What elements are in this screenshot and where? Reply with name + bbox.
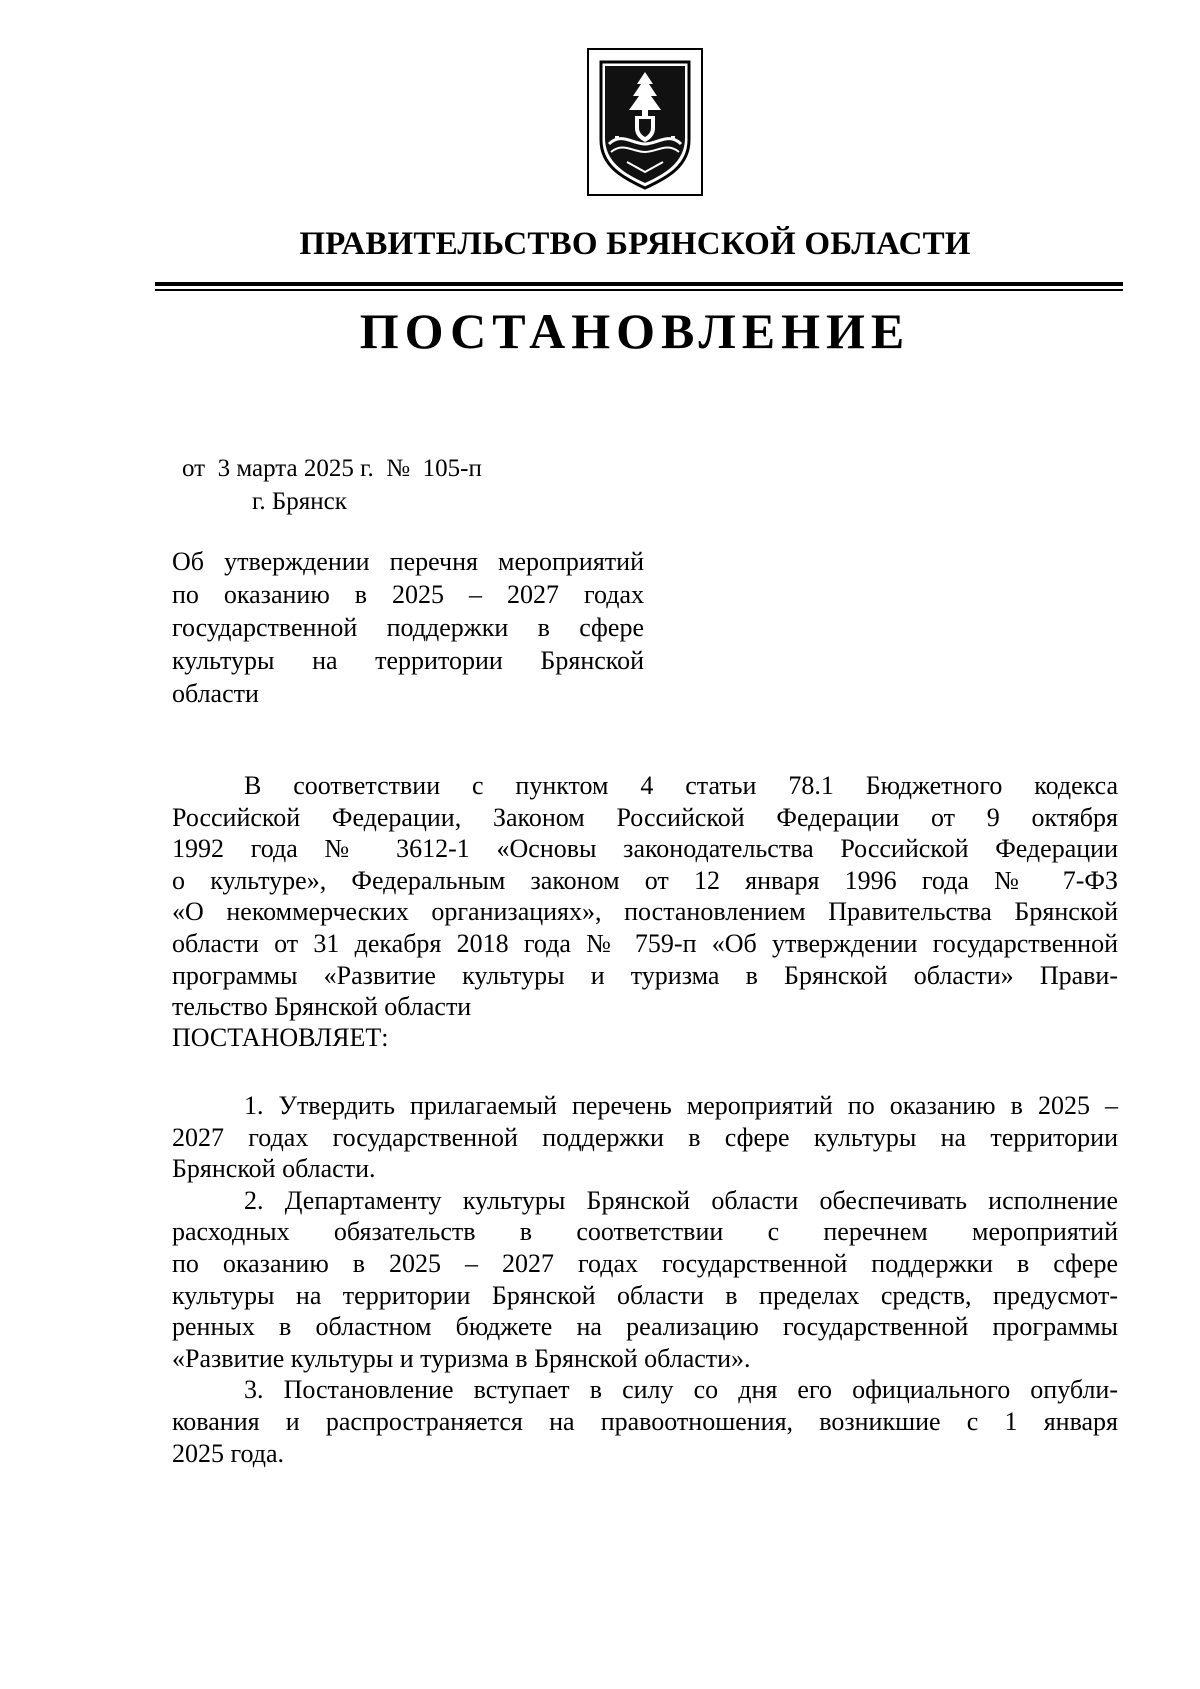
preamble-line: «О некоммерческих организациях», постановлением Правительства Брянской (172, 897, 1118, 927)
decree-items (172, 1090, 1118, 1469)
decree-item-2 (172, 1185, 1118, 1375)
preamble-paragraph (172, 770, 1118, 1023)
city-of-issue: г. Брянск (252, 488, 347, 515)
preamble-line: Российской Федерации, Законом Российской Федерации от 9 октября (172, 802, 1118, 832)
subject-line: культуры на территории Брянской (172, 646, 644, 675)
subject-line: Об утверждении перечня мероприятий (172, 547, 644, 576)
coat-of-arms-emblem (587, 48, 703, 196)
preamble-line: области от 31 декабря 2018 года № 759-п «Об утверждении государственной (172, 928, 1118, 958)
header-rule-thin (155, 289, 1123, 291)
document-type-title: ПОСТАНОВЛЕНИЕ (359, 303, 911, 359)
decree-keyword: ПОСТАНОВЛЯЕТ: (172, 1023, 389, 1052)
item-line: расходных обязательств в соответствии с перечнем мероприятий (172, 1217, 1118, 1247)
decree-item-3 (172, 1374, 1118, 1469)
header-rule-thick (155, 282, 1123, 286)
item-line: 2025 года. (172, 1438, 285, 1468)
date-and-number: от 3 марта 2025 г. № 105-п (182, 455, 482, 482)
item-line: 2. Департаменту культуры Брянской области обеспечивать исполнение (244, 1185, 1118, 1215)
subject-line: по оказанию в 2025 – 2027 годах (172, 580, 644, 609)
subject-line: государственной поддержки в сфере (172, 613, 644, 642)
organization-title: ПРАВИТЕЛЬСТВО БРЯНСКОЙ ОБЛАСТИ (299, 226, 971, 262)
item-line: 2027 годах государственной поддержки в сфере культуры на территории (172, 1122, 1118, 1152)
item-line: 3. Постановление вступает в силу со дня его официального опубли- (244, 1375, 1118, 1405)
preamble-line: В соответствии с пунктом 4 статьи 78.1 Бюджетного кодекса (244, 771, 1118, 800)
item-line: Брянской области. (172, 1154, 376, 1184)
document-subject (172, 545, 644, 710)
preamble-line: тельство Брянской области (172, 992, 472, 1022)
item-line: «Развитие культуры и туризма в Брянской области». (172, 1343, 751, 1373)
decree-item-1 (172, 1090, 1118, 1185)
preamble-line: о культуре», Федеральным законом от 12 января 1996 года № 7-ФЗ (172, 865, 1118, 895)
subject-line: области (172, 679, 259, 708)
item-line: 1. Утвердить прилагаемый перечень мероприятий по оказанию в 2025 – (244, 1091, 1118, 1120)
item-line: культуры на территории Брянской области в пределах средств, предусмот- (172, 1280, 1118, 1310)
preamble-line: программы «Развитие культуры и туризма в Брянской области» Прави- (172, 960, 1118, 990)
item-line: ренных в областном бюджете на реализацию государственной программы (172, 1312, 1118, 1342)
preamble-line: 1992 года № 3612-1 «Основы законодательства Российской Федерации (172, 834, 1118, 864)
item-line: по оказанию в 2025 – 2027 годах государственной поддержки в сфере (172, 1248, 1118, 1278)
item-line: кования и распространяется на правоотношения, возникшие с 1 января (172, 1406, 1118, 1436)
